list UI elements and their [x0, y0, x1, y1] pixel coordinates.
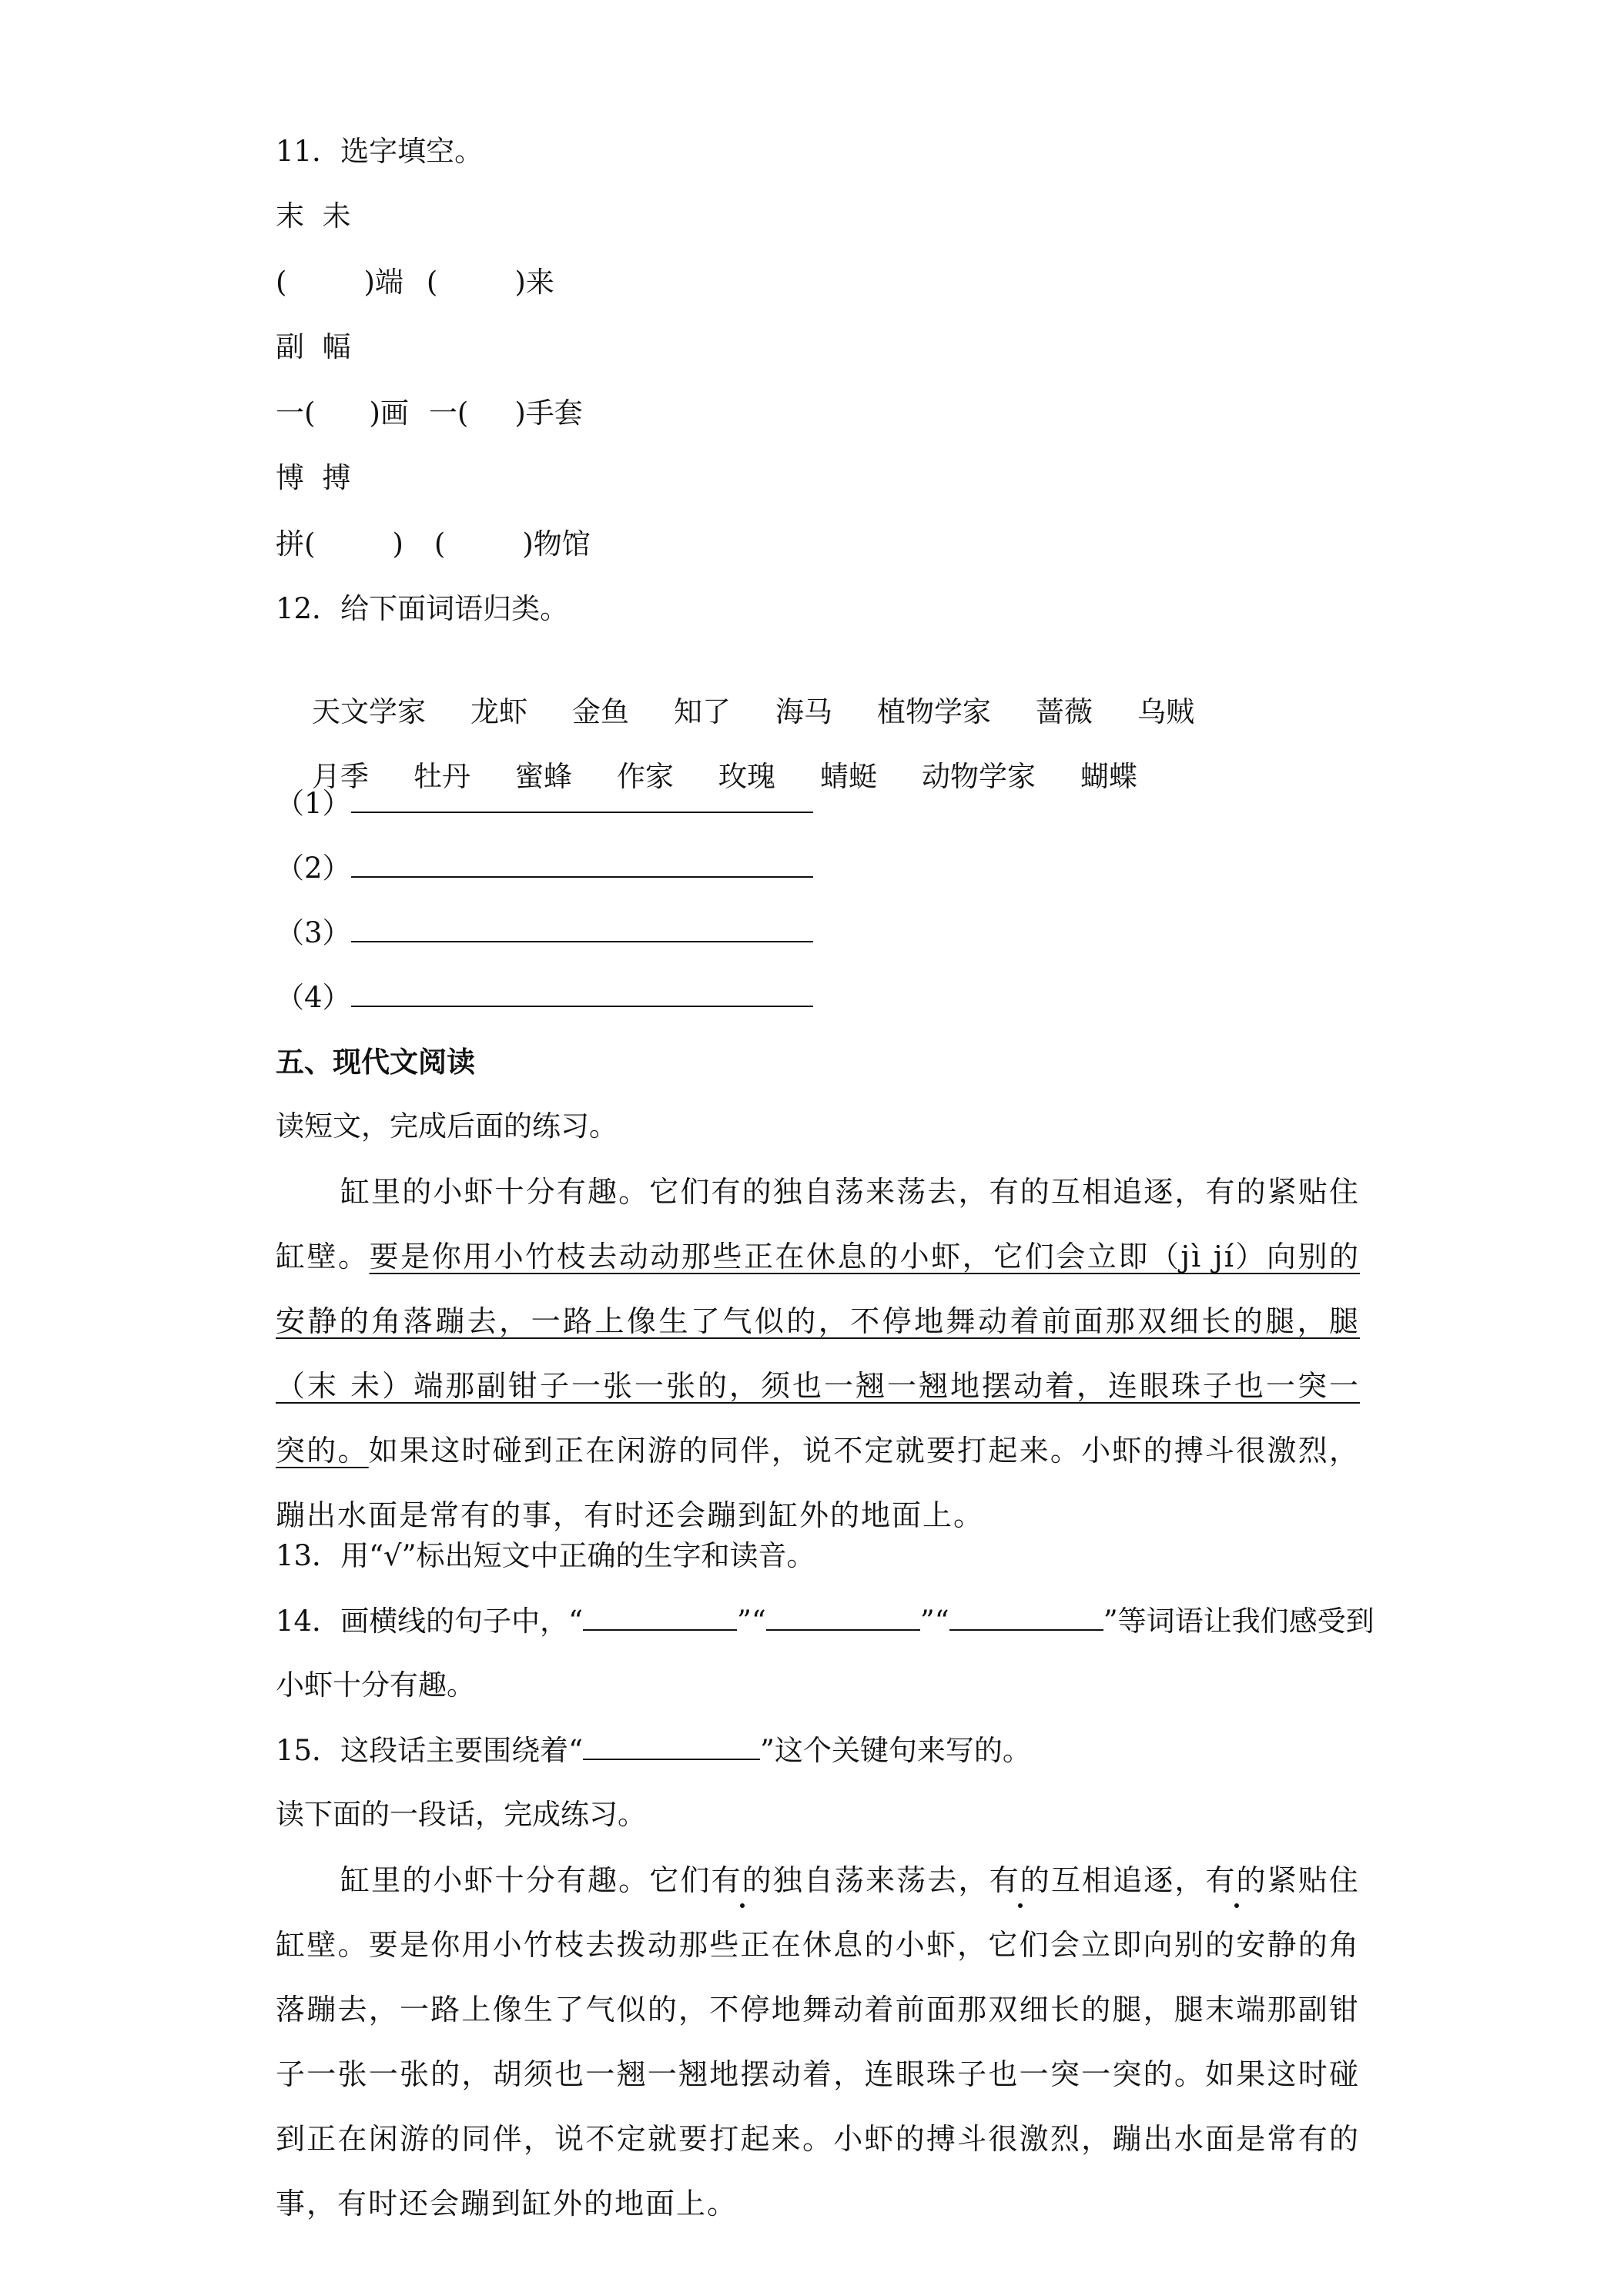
q14-blank-2[interactable]	[766, 1602, 920, 1631]
q12-title: 12．给下面词语归类。	[276, 592, 569, 625]
q12-blank-4: （4）	[276, 978, 813, 1016]
underlined-sentence: 要是你用小竹枝去动动那些正在休息的小虾，它们会立即（jì jí）向别的安静的角落蹦去，一路上像生了气似的，不停地舞动着前面那双细长的腿，腿（末 未）端那副钳子一张一张的，须也一翘一翘地摆动着，连眼珠子也一突一突的。	[276, 1240, 1360, 1468]
q15-blank[interactable]	[583, 1731, 760, 1760]
reading-intro-1: 读短文，完成后面的练习。	[276, 1110, 618, 1143]
dotted-text: 有的	[711, 1863, 773, 1897]
q12-words-row2	[276, 719, 1138, 793]
q12-blank-1: （1）	[276, 784, 813, 822]
q11-group3-fills: 拼( ) ( )物馆	[276, 527, 591, 561]
word: 蔷薇	[1036, 695, 1093, 728]
q11-title: 11．选字填空。	[276, 135, 484, 168]
reading-intro-2: 读下面的一段话，完成练习。	[276, 1798, 646, 1831]
q12-blank-2: （2）	[276, 848, 813, 887]
q14-blank-3[interactable]	[949, 1602, 1103, 1631]
word: 动物学家	[922, 760, 1036, 793]
q11-fill-c[interactable]: )画	[369, 397, 409, 430]
q11-group3-chars: 博 搏	[276, 461, 351, 494]
q11-fill-a[interactable]: )端	[363, 266, 403, 299]
word: 月季	[312, 760, 370, 793]
q14-blank-1[interactable]	[583, 1602, 737, 1631]
answer-line[interactable]	[351, 913, 813, 942]
q11-fill-f[interactable]: )物馆	[522, 527, 591, 561]
word: 蜻蜓	[820, 760, 878, 793]
q11-fill-b[interactable]: )来	[514, 266, 554, 299]
word: 蝴蝶	[1080, 760, 1138, 793]
q11-fill-d[interactable]: )手套	[514, 397, 583, 430]
q14-line1: 14．画横线的句子中，“ ”“ ”“ ”等词语让我们感受到	[276, 1602, 1375, 1640]
q13: 13．用“√”标出短文中正确的生字和读音。	[276, 1539, 815, 1572]
reading-passage-1: 缸里的小虾十分有趣。它们有的独自荡来荡去，有的互相追逐，有的紧贴住缸壁。要是你用小竹枝去动动那些正在休息的小虾，它们会立即（jì jí）向别的安静的角落蹦去，一路上像生了气似的，不停地舞动着前面那双细长的腿，腿（末 未）端那副钳子一张一张的，须也一翘一翘地摆动着，连眼珠子也一突一突的。如果这时碰到正在闲游的同伴，说不定就要打起来。小虾的搏斗很激烈，蹦出水面是常有的事，有时还会蹦到缸外的地面上。	[276, 1175, 1360, 1532]
word: 玫瑰	[718, 760, 776, 793]
word: 植物学家	[877, 695, 992, 728]
q12-words-row1	[276, 654, 1195, 728]
q11-group2-chars: 副 幅	[276, 330, 351, 363]
q11-fill-e[interactable]: )	[392, 527, 403, 561]
word: 龙虾	[470, 695, 528, 728]
q15: 15．这段话主要围绕着“ ”这个关键句来写的。	[276, 1731, 1031, 1769]
answer-line[interactable]	[351, 978, 813, 1007]
word: 乌贼	[1137, 695, 1195, 728]
q11-group1-fills: ( )端 ( )来	[276, 266, 554, 299]
word: 海马	[775, 695, 833, 728]
q12-blank-3: （3）	[276, 913, 813, 952]
q11-group2-fills: 一( )画 一( )手套	[276, 397, 583, 430]
reading-passage-2: 缸里的小虾十分有趣。它们有的独自荡来荡去，有的互相追逐，有的紧贴住缸壁。要是你用小竹枝去拨动那些正在休息的小虾，它们会立即向别的安静的角落蹦去，一路上像生了气似的，不停地舞动着前面那双细长的腿，腿末端那副钳子一张一张的，胡须也一翘一翘地摆动着，连眼珠子也一突一突的。如果这时碰到正在闲游的同伴，说不定就要打起来。小虾的搏斗很激烈，蹦出水面是常有的事，有时还会蹦到缸外的地面上。	[276, 1863, 1360, 2221]
word: 作家	[617, 760, 675, 793]
word: 天文学家	[312, 695, 427, 728]
answer-line[interactable]	[351, 784, 813, 813]
word: 蜜蜂	[515, 760, 573, 793]
q11-group1-chars: 末 未	[276, 199, 351, 233]
word: 金鱼	[572, 695, 630, 728]
section-heading: 五、现代文阅读	[276, 1045, 475, 1079]
dotted-text: 有的	[1205, 1863, 1267, 1897]
word: 牡丹	[414, 760, 471, 793]
answer-line[interactable]	[351, 848, 813, 878]
dotted-text: 有的	[989, 1863, 1051, 1897]
word: 知了	[674, 695, 732, 728]
q14-line2: 小虾十分有趣。	[276, 1668, 475, 1702]
